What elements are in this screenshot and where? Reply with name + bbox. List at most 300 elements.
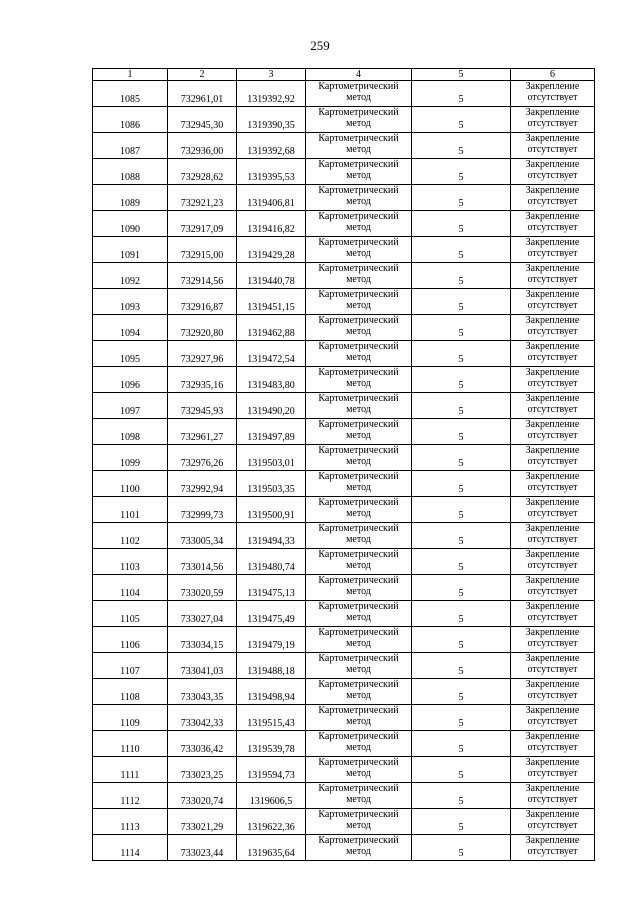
table-row bbox=[93, 523, 595, 549]
method-cell-line: Картометрический bbox=[318, 497, 399, 508]
note-cell-line: Закрепление bbox=[525, 809, 580, 820]
point-number-cell: 1103 bbox=[93, 549, 168, 575]
note-cell-line: отсутствует bbox=[527, 429, 578, 441]
y-coordinate-cell: 1319498,94 bbox=[237, 679, 306, 705]
column-header-3: 3 bbox=[237, 69, 306, 81]
note-cell-line: Закрепление bbox=[525, 679, 580, 690]
table-row bbox=[93, 549, 595, 575]
point-number-cell: 1091 bbox=[93, 237, 168, 263]
note-cell-line: отсутствует bbox=[527, 793, 578, 805]
note-cell bbox=[511, 705, 595, 731]
note-cell-line: отсутствует bbox=[527, 767, 578, 779]
note-cell bbox=[511, 653, 595, 679]
method-cell bbox=[306, 237, 412, 263]
point-number-cell: 1106 bbox=[93, 627, 168, 653]
method-cell-line: метод bbox=[346, 611, 371, 623]
table-row bbox=[93, 653, 595, 679]
method-cell bbox=[306, 653, 412, 679]
method-cell bbox=[306, 263, 412, 289]
method-cell-line: метод bbox=[346, 715, 371, 727]
point-number-cell: 1098 bbox=[93, 419, 168, 445]
x-coordinate-cell: 732916,87 bbox=[168, 289, 237, 315]
note-cell bbox=[511, 419, 595, 445]
note-cell-line: отсутствует bbox=[527, 91, 578, 103]
accuracy-cell: 5 bbox=[412, 835, 511, 861]
accuracy-cell: 5 bbox=[412, 315, 511, 341]
point-number-cell: 1099 bbox=[93, 445, 168, 471]
method-cell-line: метод bbox=[346, 793, 371, 805]
note-cell-line: Закрепление bbox=[525, 497, 580, 508]
method-cell-line: Картометрический bbox=[318, 81, 399, 92]
note-cell-line: Закрепление bbox=[525, 81, 580, 92]
accuracy-cell: 5 bbox=[412, 549, 511, 575]
note-cell-line: отсутствует bbox=[527, 299, 578, 311]
table-row bbox=[93, 835, 595, 861]
method-cell bbox=[306, 757, 412, 783]
table-header-row bbox=[93, 69, 595, 81]
note-cell-line: Закрепление bbox=[525, 471, 580, 482]
note-cell-line: отсутствует bbox=[527, 715, 578, 727]
accuracy-cell: 5 bbox=[412, 731, 511, 757]
point-number-cell: 1102 bbox=[93, 523, 168, 549]
x-coordinate-cell: 733041,03 bbox=[168, 653, 237, 679]
note-cell-line: отсутствует bbox=[527, 273, 578, 285]
note-cell bbox=[511, 107, 595, 133]
method-cell bbox=[306, 185, 412, 211]
method-cell-line: метод bbox=[346, 481, 371, 493]
accuracy-cell: 5 bbox=[412, 81, 511, 107]
point-number-cell: 1105 bbox=[93, 601, 168, 627]
note-cell-line: Закрепление bbox=[525, 627, 580, 638]
note-cell-line: Закрепление bbox=[525, 263, 580, 274]
accuracy-cell: 5 bbox=[412, 263, 511, 289]
note-cell-line: отсутствует bbox=[527, 585, 578, 597]
method-cell-line: метод bbox=[346, 273, 371, 285]
accuracy-cell: 5 bbox=[412, 705, 511, 731]
y-coordinate-cell: 1319635,64 bbox=[237, 835, 306, 861]
table-row bbox=[93, 211, 595, 237]
method-cell-line: Картометрический bbox=[318, 835, 399, 846]
method-cell bbox=[306, 575, 412, 601]
x-coordinate-cell: 732914,56 bbox=[168, 263, 237, 289]
table-row bbox=[93, 497, 595, 523]
method-cell bbox=[306, 419, 412, 445]
x-coordinate-cell: 732961,01 bbox=[168, 81, 237, 107]
method-cell-line: метод bbox=[346, 143, 371, 155]
method-cell-line: Картометрический bbox=[318, 367, 399, 378]
point-number-cell: 1107 bbox=[93, 653, 168, 679]
method-cell-line: метод bbox=[346, 377, 371, 389]
column-header-5: 5 bbox=[412, 69, 511, 81]
point-number-cell: 1094 bbox=[93, 315, 168, 341]
note-cell-line: Закрепление bbox=[525, 549, 580, 560]
note-cell-line: Закрепление bbox=[525, 731, 580, 742]
method-cell bbox=[306, 627, 412, 653]
note-cell-line: Закрепление bbox=[525, 419, 580, 430]
y-coordinate-cell: 1319483,80 bbox=[237, 367, 306, 393]
x-coordinate-cell: 733014,56 bbox=[168, 549, 237, 575]
note-cell-line: Закрепление bbox=[525, 315, 580, 326]
x-coordinate-cell: 732936,00 bbox=[168, 133, 237, 159]
x-coordinate-cell: 732915,00 bbox=[168, 237, 237, 263]
note-cell-line: Закрепление bbox=[525, 601, 580, 612]
method-cell bbox=[306, 783, 412, 809]
method-cell-line: метод bbox=[346, 117, 371, 129]
table-row bbox=[93, 601, 595, 627]
accuracy-cell: 5 bbox=[412, 627, 511, 653]
note-cell-line: отсутствует bbox=[527, 143, 578, 155]
method-cell bbox=[306, 497, 412, 523]
method-cell-line: метод bbox=[346, 91, 371, 103]
y-coordinate-cell: 1319392,68 bbox=[237, 133, 306, 159]
note-cell-line: отсутствует bbox=[527, 221, 578, 233]
y-coordinate-cell: 1319451,15 bbox=[237, 289, 306, 315]
x-coordinate-cell: 732928,62 bbox=[168, 159, 237, 185]
note-cell bbox=[511, 211, 595, 237]
note-cell-line: Закрепление bbox=[525, 523, 580, 534]
accuracy-cell: 5 bbox=[412, 679, 511, 705]
y-coordinate-cell: 1319497,89 bbox=[237, 419, 306, 445]
x-coordinate-cell: 733021,29 bbox=[168, 809, 237, 835]
method-cell bbox=[306, 445, 412, 471]
note-cell bbox=[511, 497, 595, 523]
note-cell bbox=[511, 81, 595, 107]
y-coordinate-cell: 1319472,54 bbox=[237, 341, 306, 367]
method-cell-line: Картометрический bbox=[318, 237, 399, 248]
point-number-cell: 1100 bbox=[93, 471, 168, 497]
method-cell-line: метод bbox=[346, 351, 371, 363]
y-coordinate-cell: 1319539,78 bbox=[237, 731, 306, 757]
coordinates-table bbox=[92, 68, 595, 861]
y-coordinate-cell: 1319392,92 bbox=[237, 81, 306, 107]
table-row bbox=[93, 315, 595, 341]
note-cell-line: Закрепление bbox=[525, 341, 580, 352]
method-cell bbox=[306, 731, 412, 757]
note-cell-line: отсутствует bbox=[527, 507, 578, 519]
y-coordinate-cell: 1319594,73 bbox=[237, 757, 306, 783]
x-coordinate-cell: 733020,74 bbox=[168, 783, 237, 809]
note-cell-line: отсутствует bbox=[527, 377, 578, 389]
x-coordinate-cell: 733005,34 bbox=[168, 523, 237, 549]
method-cell bbox=[306, 601, 412, 627]
method-cell bbox=[306, 211, 412, 237]
note-cell-line: отсутствует bbox=[527, 819, 578, 831]
method-cell-line: Картометрический bbox=[318, 211, 399, 222]
method-cell-line: Картометрический bbox=[318, 575, 399, 586]
note-cell-line: Закрепление bbox=[525, 133, 580, 144]
point-number-cell: 1112 bbox=[93, 783, 168, 809]
point-number-cell: 1086 bbox=[93, 107, 168, 133]
note-cell-line: Закрепление bbox=[525, 289, 580, 300]
y-coordinate-cell: 1319500,91 bbox=[237, 497, 306, 523]
method-cell bbox=[306, 679, 412, 705]
y-coordinate-cell: 1319480,74 bbox=[237, 549, 306, 575]
x-coordinate-cell: 732976,26 bbox=[168, 445, 237, 471]
method-cell-line: метод bbox=[346, 689, 371, 701]
note-cell-line: отсутствует bbox=[527, 611, 578, 623]
note-cell bbox=[511, 601, 595, 627]
table-row bbox=[93, 575, 595, 601]
method-cell-line: метод bbox=[346, 819, 371, 831]
note-cell-line: Закрепление bbox=[525, 107, 580, 118]
accuracy-cell: 5 bbox=[412, 497, 511, 523]
point-number-cell: 1104 bbox=[93, 575, 168, 601]
x-coordinate-cell: 732961,27 bbox=[168, 419, 237, 445]
method-cell-line: метод bbox=[346, 325, 371, 337]
table-row bbox=[93, 367, 595, 393]
note-cell bbox=[511, 783, 595, 809]
x-coordinate-cell: 732945,93 bbox=[168, 393, 237, 419]
y-coordinate-cell: 1319622,36 bbox=[237, 809, 306, 835]
note-cell bbox=[511, 627, 595, 653]
note-cell bbox=[511, 809, 595, 835]
point-number-cell: 1090 bbox=[93, 211, 168, 237]
method-cell-line: метод bbox=[346, 845, 371, 857]
table-row bbox=[93, 445, 595, 471]
x-coordinate-cell: 733020,59 bbox=[168, 575, 237, 601]
note-cell-line: Закрепление bbox=[525, 445, 580, 456]
method-cell bbox=[306, 471, 412, 497]
y-coordinate-cell: 1319416,82 bbox=[237, 211, 306, 237]
method-cell-line: Картометрический bbox=[318, 263, 399, 274]
table-row bbox=[93, 471, 595, 497]
table-row bbox=[93, 237, 595, 263]
method-cell-line: метод bbox=[346, 169, 371, 181]
table-row bbox=[93, 783, 595, 809]
method-cell-line: метод bbox=[346, 663, 371, 675]
x-coordinate-cell: 733034,15 bbox=[168, 627, 237, 653]
note-cell-line: Закрепление bbox=[525, 159, 580, 170]
note-cell-line: Закрепление bbox=[525, 653, 580, 664]
accuracy-cell: 5 bbox=[412, 367, 511, 393]
table-row bbox=[93, 731, 595, 757]
y-coordinate-cell: 1319515,43 bbox=[237, 705, 306, 731]
accuracy-cell: 5 bbox=[412, 107, 511, 133]
note-cell bbox=[511, 393, 595, 419]
point-number-cell: 1085 bbox=[93, 81, 168, 107]
accuracy-cell: 5 bbox=[412, 809, 511, 835]
y-coordinate-cell: 1319462,88 bbox=[237, 315, 306, 341]
x-coordinate-cell: 733023,44 bbox=[168, 835, 237, 861]
column-header-6: 6 bbox=[511, 69, 595, 81]
note-cell-line: Закрепление bbox=[525, 393, 580, 404]
y-coordinate-cell: 1319494,33 bbox=[237, 523, 306, 549]
y-coordinate-cell: 1319503,01 bbox=[237, 445, 306, 471]
column-header-4: 4 bbox=[306, 69, 412, 81]
note-cell-line: отсутствует bbox=[527, 403, 578, 415]
y-coordinate-cell: 1319503,35 bbox=[237, 471, 306, 497]
accuracy-cell: 5 bbox=[412, 783, 511, 809]
accuracy-cell: 5 bbox=[412, 445, 511, 471]
method-cell bbox=[306, 107, 412, 133]
note-cell-line: отсутствует bbox=[527, 741, 578, 753]
x-coordinate-cell: 732992,94 bbox=[168, 471, 237, 497]
accuracy-cell: 5 bbox=[412, 289, 511, 315]
table-row bbox=[93, 263, 595, 289]
note-cell bbox=[511, 289, 595, 315]
column-header-2: 2 bbox=[168, 69, 237, 81]
method-cell bbox=[306, 523, 412, 549]
table-row bbox=[93, 627, 595, 653]
method-cell-line: метод bbox=[346, 403, 371, 415]
x-coordinate-cell: 732917,09 bbox=[168, 211, 237, 237]
accuracy-cell: 5 bbox=[412, 601, 511, 627]
point-number-cell: 1109 bbox=[93, 705, 168, 731]
table-row bbox=[93, 679, 595, 705]
table-row bbox=[93, 341, 595, 367]
method-cell-line: метод bbox=[346, 455, 371, 467]
method-cell-line: Картометрический bbox=[318, 341, 399, 352]
note-cell-line: Закрепление bbox=[525, 237, 580, 248]
point-number-cell: 1097 bbox=[93, 393, 168, 419]
x-coordinate-cell: 733042,33 bbox=[168, 705, 237, 731]
y-coordinate-cell: 1319390,35 bbox=[237, 107, 306, 133]
x-coordinate-cell: 732999,73 bbox=[168, 497, 237, 523]
note-cell bbox=[511, 471, 595, 497]
table-row bbox=[93, 133, 595, 159]
method-cell-line: Картометрический bbox=[318, 107, 399, 118]
table-row bbox=[93, 809, 595, 835]
note-cell-line: отсутствует bbox=[527, 195, 578, 207]
method-cell-line: метод bbox=[346, 299, 371, 311]
y-coordinate-cell: 1319440,78 bbox=[237, 263, 306, 289]
accuracy-cell: 5 bbox=[412, 159, 511, 185]
method-cell bbox=[306, 81, 412, 107]
note-cell-line: отсутствует bbox=[527, 689, 578, 701]
column-header-1: 1 bbox=[93, 69, 168, 81]
accuracy-cell: 5 bbox=[412, 575, 511, 601]
point-number-cell: 1111 bbox=[93, 757, 168, 783]
method-cell-line: Картометрический bbox=[318, 445, 399, 456]
y-coordinate-cell: 1319475,49 bbox=[237, 601, 306, 627]
note-cell-line: отсутствует bbox=[527, 455, 578, 467]
method-cell-line: Картометрический bbox=[318, 705, 399, 716]
y-coordinate-cell: 1319490,20 bbox=[237, 393, 306, 419]
x-coordinate-cell: 732920,80 bbox=[168, 315, 237, 341]
note-cell-line: отсутствует bbox=[527, 247, 578, 259]
y-coordinate-cell: 1319475,13 bbox=[237, 575, 306, 601]
note-cell-line: отсутствует bbox=[527, 663, 578, 675]
note-cell-line: отсутствует bbox=[527, 845, 578, 857]
method-cell-line: Картометрический bbox=[318, 315, 399, 326]
method-cell bbox=[306, 835, 412, 861]
point-number-cell: 1114 bbox=[93, 835, 168, 861]
point-number-cell: 1096 bbox=[93, 367, 168, 393]
note-cell-line: отсутствует bbox=[527, 169, 578, 181]
note-cell-line: Закрепление bbox=[525, 185, 580, 196]
point-number-cell: 1101 bbox=[93, 497, 168, 523]
x-coordinate-cell: 732927,96 bbox=[168, 341, 237, 367]
table-row bbox=[93, 81, 595, 107]
note-cell bbox=[511, 757, 595, 783]
method-cell-line: Картометрический bbox=[318, 159, 399, 170]
accuracy-cell: 5 bbox=[412, 133, 511, 159]
table-row bbox=[93, 393, 595, 419]
x-coordinate-cell: 733023,25 bbox=[168, 757, 237, 783]
x-coordinate-cell: 733043,35 bbox=[168, 679, 237, 705]
y-coordinate-cell: 1319479,19 bbox=[237, 627, 306, 653]
page-number: 259 bbox=[310, 38, 330, 53]
accuracy-cell: 5 bbox=[412, 757, 511, 783]
x-coordinate-cell: 732921,23 bbox=[168, 185, 237, 211]
note-cell-line: отсутствует bbox=[527, 325, 578, 337]
method-cell-line: Картометрический bbox=[318, 133, 399, 144]
method-cell-line: метод bbox=[346, 767, 371, 779]
note-cell bbox=[511, 679, 595, 705]
method-cell-line: метод bbox=[346, 533, 371, 545]
method-cell-line: метод bbox=[346, 429, 371, 441]
method-cell-line: метод bbox=[346, 195, 371, 207]
table-row bbox=[93, 185, 595, 211]
note-cell-line: Закрепление bbox=[525, 835, 580, 846]
y-coordinate-cell: 1319395,53 bbox=[237, 159, 306, 185]
note-cell bbox=[511, 185, 595, 211]
method-cell-line: Картометрический bbox=[318, 627, 399, 638]
table-row bbox=[93, 757, 595, 783]
method-cell-line: Картометрический bbox=[318, 809, 399, 820]
note-cell bbox=[511, 133, 595, 159]
note-cell-line: отсутствует bbox=[527, 559, 578, 571]
method-cell-line: Картометрический bbox=[318, 289, 399, 300]
method-cell-line: Картометрический bbox=[318, 549, 399, 560]
note-cell bbox=[511, 367, 595, 393]
point-number-cell: 1089 bbox=[93, 185, 168, 211]
note-cell-line: Закрепление bbox=[525, 367, 580, 378]
accuracy-cell: 5 bbox=[412, 653, 511, 679]
y-coordinate-cell: 1319406,81 bbox=[237, 185, 306, 211]
note-cell-line: Закрепление bbox=[525, 757, 580, 768]
x-coordinate-cell: 733036,42 bbox=[168, 731, 237, 757]
note-cell bbox=[511, 445, 595, 471]
y-coordinate-cell: 1319488,18 bbox=[237, 653, 306, 679]
method-cell-line: Картометрический bbox=[318, 393, 399, 404]
point-number-cell: 1108 bbox=[93, 679, 168, 705]
method-cell bbox=[306, 315, 412, 341]
note-cell bbox=[511, 835, 595, 861]
method-cell bbox=[306, 341, 412, 367]
method-cell-line: Картометрический bbox=[318, 731, 399, 742]
method-cell-line: Картометрический bbox=[318, 601, 399, 612]
note-cell bbox=[511, 731, 595, 757]
point-number-cell: 1110 bbox=[93, 731, 168, 757]
note-cell-line: Закрепление bbox=[525, 705, 580, 716]
method-cell-line: Картометрический bbox=[318, 757, 399, 768]
note-cell bbox=[511, 315, 595, 341]
accuracy-cell: 5 bbox=[412, 419, 511, 445]
table-row bbox=[93, 159, 595, 185]
method-cell-line: метод bbox=[346, 741, 371, 753]
x-coordinate-cell: 733027,04 bbox=[168, 601, 237, 627]
accuracy-cell: 5 bbox=[412, 341, 511, 367]
method-cell-line: Картометрический bbox=[318, 679, 399, 690]
accuracy-cell: 5 bbox=[412, 523, 511, 549]
method-cell-line: метод bbox=[346, 559, 371, 571]
method-cell-line: метод bbox=[346, 585, 371, 597]
method-cell bbox=[306, 289, 412, 315]
point-number-cell: 1087 bbox=[93, 133, 168, 159]
method-cell-line: Картометрический bbox=[318, 471, 399, 482]
method-cell-line: метод bbox=[346, 247, 371, 259]
note-cell-line: отсутствует bbox=[527, 481, 578, 493]
method-cell-line: метод bbox=[346, 507, 371, 519]
accuracy-cell: 5 bbox=[412, 211, 511, 237]
note-cell bbox=[511, 341, 595, 367]
method-cell bbox=[306, 705, 412, 731]
accuracy-cell: 5 bbox=[412, 185, 511, 211]
note-cell-line: отсутствует bbox=[527, 351, 578, 363]
note-cell-line: Закрепление bbox=[525, 575, 580, 586]
method-cell bbox=[306, 133, 412, 159]
